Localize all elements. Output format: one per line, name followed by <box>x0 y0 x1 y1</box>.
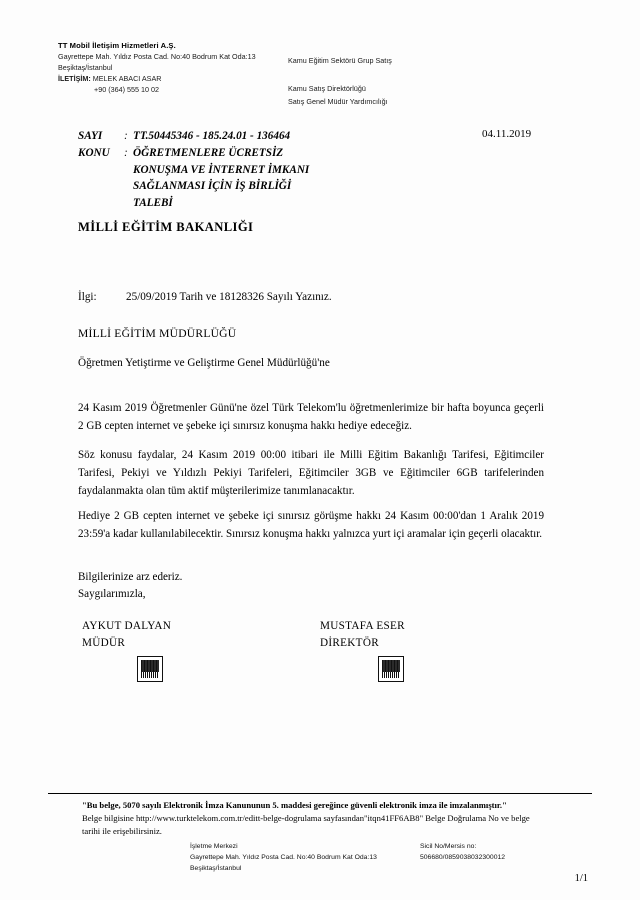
konu-row <box>78 145 478 162</box>
footer-office-block <box>190 841 420 875</box>
contact-name: MELEK ABACI ASAR <box>92 74 162 84</box>
sayi-label: SAYI <box>78 130 103 142</box>
signer-title: DİREKTÖR <box>320 636 379 649</box>
document-date: 04.11.2019 <box>482 128 532 140</box>
group-sales-line: Kamu Eğitim Sektörü Grup Satış <box>288 56 392 65</box>
letterhead-right <box>288 40 558 109</box>
deputy-general-manager-line: Satış Genel Müdür Yardımcılığı <box>288 97 388 107</box>
body-paragraph-2: Söz konusu faydalar, 24 Kasım 2019 00:00 itibari ile Milli Eğitim Bakanlığı Tarifesi, Eğitimciler Tarifesi, Pekiyi ve Yıldızlı Pekiyi Tarifeleri, Eğitimciler 3GB ve Eğitimciler 6GB tarifelerinden faydalanmakta olan tüm aktif müşterilerimize tanımlanacaktır. <box>78 449 544 497</box>
footer-info <box>190 841 590 875</box>
signer-name: AYKUT DALYAN <box>82 620 172 632</box>
konu-value-line-2: KONUŞMA VE İNTERNET İMKANI <box>133 163 310 176</box>
footer-legal-note <box>82 799 562 838</box>
footer-note-line-3: tarihi ile erişebilirsiniz. <box>82 825 162 836</box>
reference-row <box>78 291 332 303</box>
page-number: 1/1 <box>574 873 588 884</box>
footer-registry-title: Sicil No/Mersis no: <box>420 843 477 850</box>
footer-office-address-2: Beşiktaş/İstanbul <box>190 865 242 873</box>
signature-block-left <box>82 618 171 652</box>
letterhead-left <box>58 40 288 96</box>
company-address-line-1: Gayrettepe Mah. Yıldız Posta Cad. No:40 Bodrum Kat Oda:13 <box>58 52 256 61</box>
closing-line-2: Saygılarımızla, <box>78 588 146 600</box>
signature-block-right <box>320 618 405 652</box>
reference-value: 25/09/2019 Tarih ve 18128326 Sayılı Yazınız. <box>126 291 332 303</box>
letterhead <box>58 40 578 109</box>
konu-value-line-4: TALEBİ <box>133 197 173 210</box>
subject-block <box>78 128 478 212</box>
footer-divider <box>48 793 592 794</box>
public-sales-directorate-line: Kamu Satış Direktörlüğü <box>288 83 366 93</box>
body-paragraph-3: Hediye 2 GB cepten internet ve şebeke içi sınırsız görüşme hakkı 24 Kasım 00:00'dan 1 Aralık 2019 23:59'a kadar kullanılabilecektir. Sınırsız konuşma hakkı yalnızca yurt içi aramalar için geçerli olacaktır. <box>78 510 544 540</box>
footer-registry-block <box>420 841 580 863</box>
konu-colon: : <box>124 146 128 159</box>
footer-note-line-2: Belge bilgisine http://www.turktelekom.com.tr/editt-belge-dogrulama sayfasından"itqn41FF6AB8" Belge Doğrulama No ve belge <box>82 812 530 823</box>
sayi-value: TT.50445346 - 185.24.01 - 136464 <box>133 130 291 142</box>
qr-stamp-icon <box>137 656 163 682</box>
company-address-line-2: Beşiktaş/İstanbul <box>58 63 113 73</box>
department-heading: MİLLİ EĞİTİM MÜDÜRLÜĞÜ <box>78 327 237 340</box>
sayi-colon: : <box>124 130 128 142</box>
konu-value-line-3: SAĞLANMASI İÇİN İŞ BİRLİĞİ <box>133 180 292 193</box>
contact-label: İLETİŞİM: <box>58 74 91 84</box>
department-subheading: Öğretmen Yetiştirme ve Geliştirme Genel Müdürlüğü'ne <box>78 357 330 369</box>
company-name: TT Mobil İletişim Hizmetleri A.Ş. <box>58 41 176 50</box>
ministry-heading: MİLLİ EĞİTİM BAKANLIĞI <box>78 220 254 234</box>
body-paragraph-1: 24 Kasım 2019 Öğretmenler Günü'ne özel Türk Telekom'lu öğretmenlerimize bir hafta boyunca geçerli 2 GB cepten internet ve şebeke içi sınırsız konuşma hakkı hediye edeceğiz. <box>78 402 544 432</box>
qr-stamp-icon <box>378 656 404 682</box>
footer-registry-value: 506680/0859038032300012 <box>420 854 506 862</box>
reference-label: İlgi: <box>78 291 97 303</box>
konu-label: KONU <box>78 146 110 159</box>
footer-office-title: İşletme Merkezi <box>190 843 238 850</box>
footer-office-address-1: Gayrettepe Mah. Yıldız Posta Cad. No:40 Bodrum Kat Oda:13 <box>190 854 377 862</box>
sayi-row <box>78 128 478 145</box>
closing-line-1: Bilgilerinize arz ederiz. <box>78 571 183 583</box>
footer-note-line-1: "Bu belge, 5070 sayılı Elektronik İmza Kanununun 5. maddesi gereğince güvenli elektronik imza ile imzalanmıştır." <box>82 800 507 810</box>
contact-phone: +90 (364) 555 10 02 <box>94 85 159 95</box>
konu-value-line-1: ÖĞRETMENLERE ÜCRETSİZ <box>133 146 284 159</box>
signer-name: MUSTAFA ESER <box>320 620 405 632</box>
contact-row <box>58 73 288 84</box>
signer-title: MÜDÜR <box>82 636 126 649</box>
